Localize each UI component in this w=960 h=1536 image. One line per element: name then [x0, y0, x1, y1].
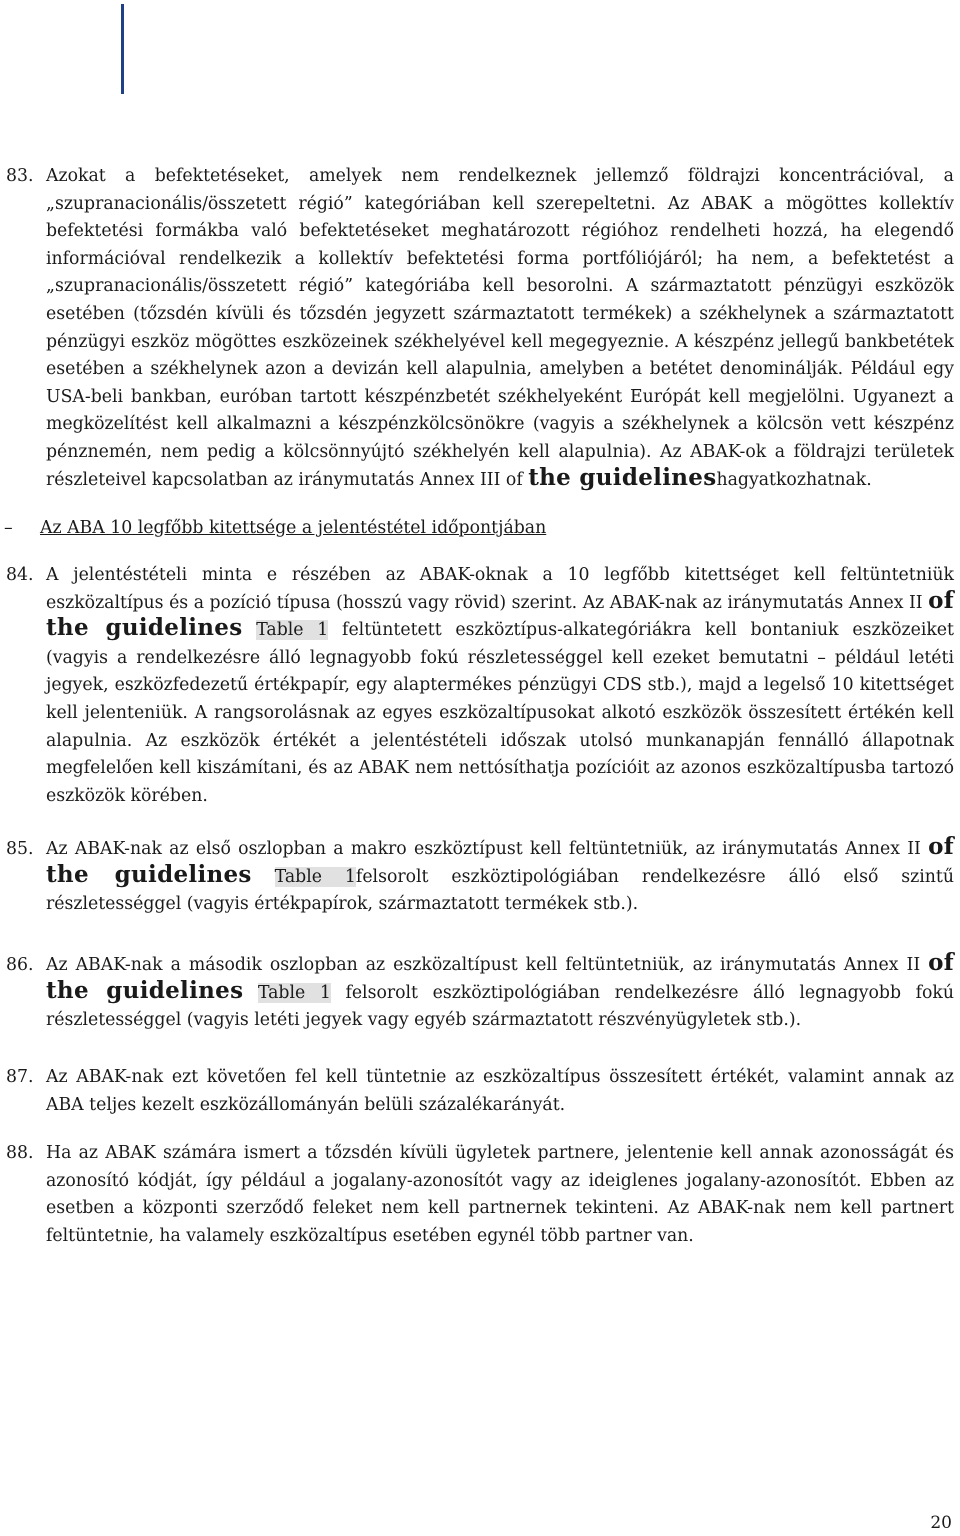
- section-heading-text: Az ABA 10 legfőbb kitettsége a jelentéstétel időpontjában: [40, 518, 547, 538]
- paragraph-83: [0, 163, 960, 494]
- paragraph-number: 88.: [6, 1143, 34, 1163]
- page-number: 20: [930, 1513, 952, 1533]
- paragraph-text: Ha az ABAK számára ismert a tőzsdén kívüli ügyletek partnere, jelentenie kell annak azonosságát és azonosító kódját, így például a jogalany-azonosítót vagy az ideiglenes jogalany-azonosítót. Ebben az esetben a központi szerződő feleket nem kell partnernek tekinteni. Az ABAK-nak nem kell partnert feltüntetnie, ha valamely eszközaltípus esetében egynél több partner van.: [46, 1143, 954, 1246]
- paragraph-85: [0, 833, 960, 919]
- paragraph-84: [0, 562, 960, 810]
- paragraph-text: Az ABAK-nak ezt követően fel kell tüntetnie az eszközaltípus összesített értékét, valamint annak az ABA teljes kezelt eszközállományán belüli százalékarányát.: [46, 1067, 954, 1115]
- paragraph-number: 84.: [6, 565, 34, 585]
- table-ref: Table 1: [274, 866, 356, 887]
- paragraph-number: 87.: [6, 1067, 34, 1087]
- paragraph-number: 85.: [6, 839, 34, 859]
- guidelines-ref: of the guidelines: [46, 833, 954, 888]
- guidelines-ref: of the guidelines: [46, 949, 954, 1004]
- paragraph-88: [0, 1140, 960, 1250]
- table-ref: Table 1: [256, 620, 329, 641]
- paragraph-text: Az ABAK-nak a második oszlopban az eszközaltípust kell feltüntetniük, az iránymutatás Annex II of the guidelines Table 1 felsorolt eszköztipológiában rendelkezésre álló legnagyobb fokú részletességgel (vagyis letéti jegyek vagy egyéb származtatott részvényügyletek stb.).: [46, 949, 955, 1031]
- paragraph-text: Az ABAK-nak az első oszlopban a makro eszköztípust kell feltüntetniük, az iránymutatás Annex II of the guidelines Table 1felsorolt eszköztipológiában rendelkezésre álló első szintű részletességgel (vagyis értékpapírok, származtatott termékek stb.).: [46, 833, 955, 915]
- paragraph-87: [0, 1064, 960, 1119]
- paragraph-number: 86.: [6, 955, 34, 975]
- paragraph-86: [0, 949, 960, 1035]
- header-accent-bar: [121, 4, 124, 94]
- paragraph-number: 83.: [6, 166, 34, 186]
- paragraph-text: A jelentéstételi minta e részében az ABAK-oknak a 10 legfőbb kitettséget kell feltüntetniük eszközaltípus és a pozíció típusa (hosszú vagy rövid) szerint. Az ABAK-nak az iránymutatás Annex II of the guidelines Table 1 feltüntetett eszköztípus-alkategóriákra kell bontaniuk eszközeiket (vagyis a rendelkezésre álló legnagyobb fokú részletességgel kell ezeket bemutatni – például letéti jegyek, eszközfedezetű értékpapír, egy alaptermékes pénzügyi CDS stb.), majd a legelső 10 kitettséget kell jelenteniük. A rangsorolásnak az egyes eszközaltípusokat alkotó eszközök összesített értékén kell alapulnia. Az eszközök értékét a jelentéstételi időszak utolsó munkanapján fennálló állapotnak megfelelően kell kiszámítani, és az ABAK nem nettósíthatja pozícióit az azonos eszközaltípusba tartozó eszközök körében.: [46, 565, 954, 806]
- guidelines-ref: the guidelines: [528, 463, 717, 491]
- guidelines-ref: of the guidelines: [46, 586, 954, 642]
- table-ref: Table 1: [257, 982, 331, 1003]
- bullet-dash: –: [4, 518, 13, 538]
- paragraph-text: Azokat a befektetéseket, amelyek nem rendelkeznek jellemző földrajzi koncentrációval, a „szupranacionális/összetett régió” kategóriában kell szerepeltetni. Az ABAK a mögöttes kollektív befektetési formákba való befektetéseket meghatározott régióhoz rendelheti hozzá, ha elegendő információval rendelkezik a kollektív befektetési forma portfóliójáról; ha nem, a befektetést a „szupranacionális/összetett régió” kategóriába kell besorolni. A származtatott pénzügyi eszközök esetében (tőzsdén kívüli és tőzsdén jegyzett származtatott termékek) a székhelynek a származtatott pénzügyi eszköz mögöttes eszközeinek székhelyével kell megegyeznie. A készpénz jellegű bankbetétek esetében a székhelynek azon a devizán kell alapulnia, amelyben a betétet denominálják. Például egy USA-beli bankban, euróban tartott készpénzbetét székhelyeként Európát kell megjelölni. Ugyanezt a megközelítést kell alkalmazni a készpénzkölcsönökre (vagyis a székhelynek a kölcsön vett készpénz pénznemén, nem pedig a kölcsönnyújtó székhelyén kell alapulnia). Az ABAK-ok a földrajzi területek részleteivel kapcsolatban az iránymutatás Annex III of the guidelineshagyatkozhatnak.: [46, 166, 954, 491]
